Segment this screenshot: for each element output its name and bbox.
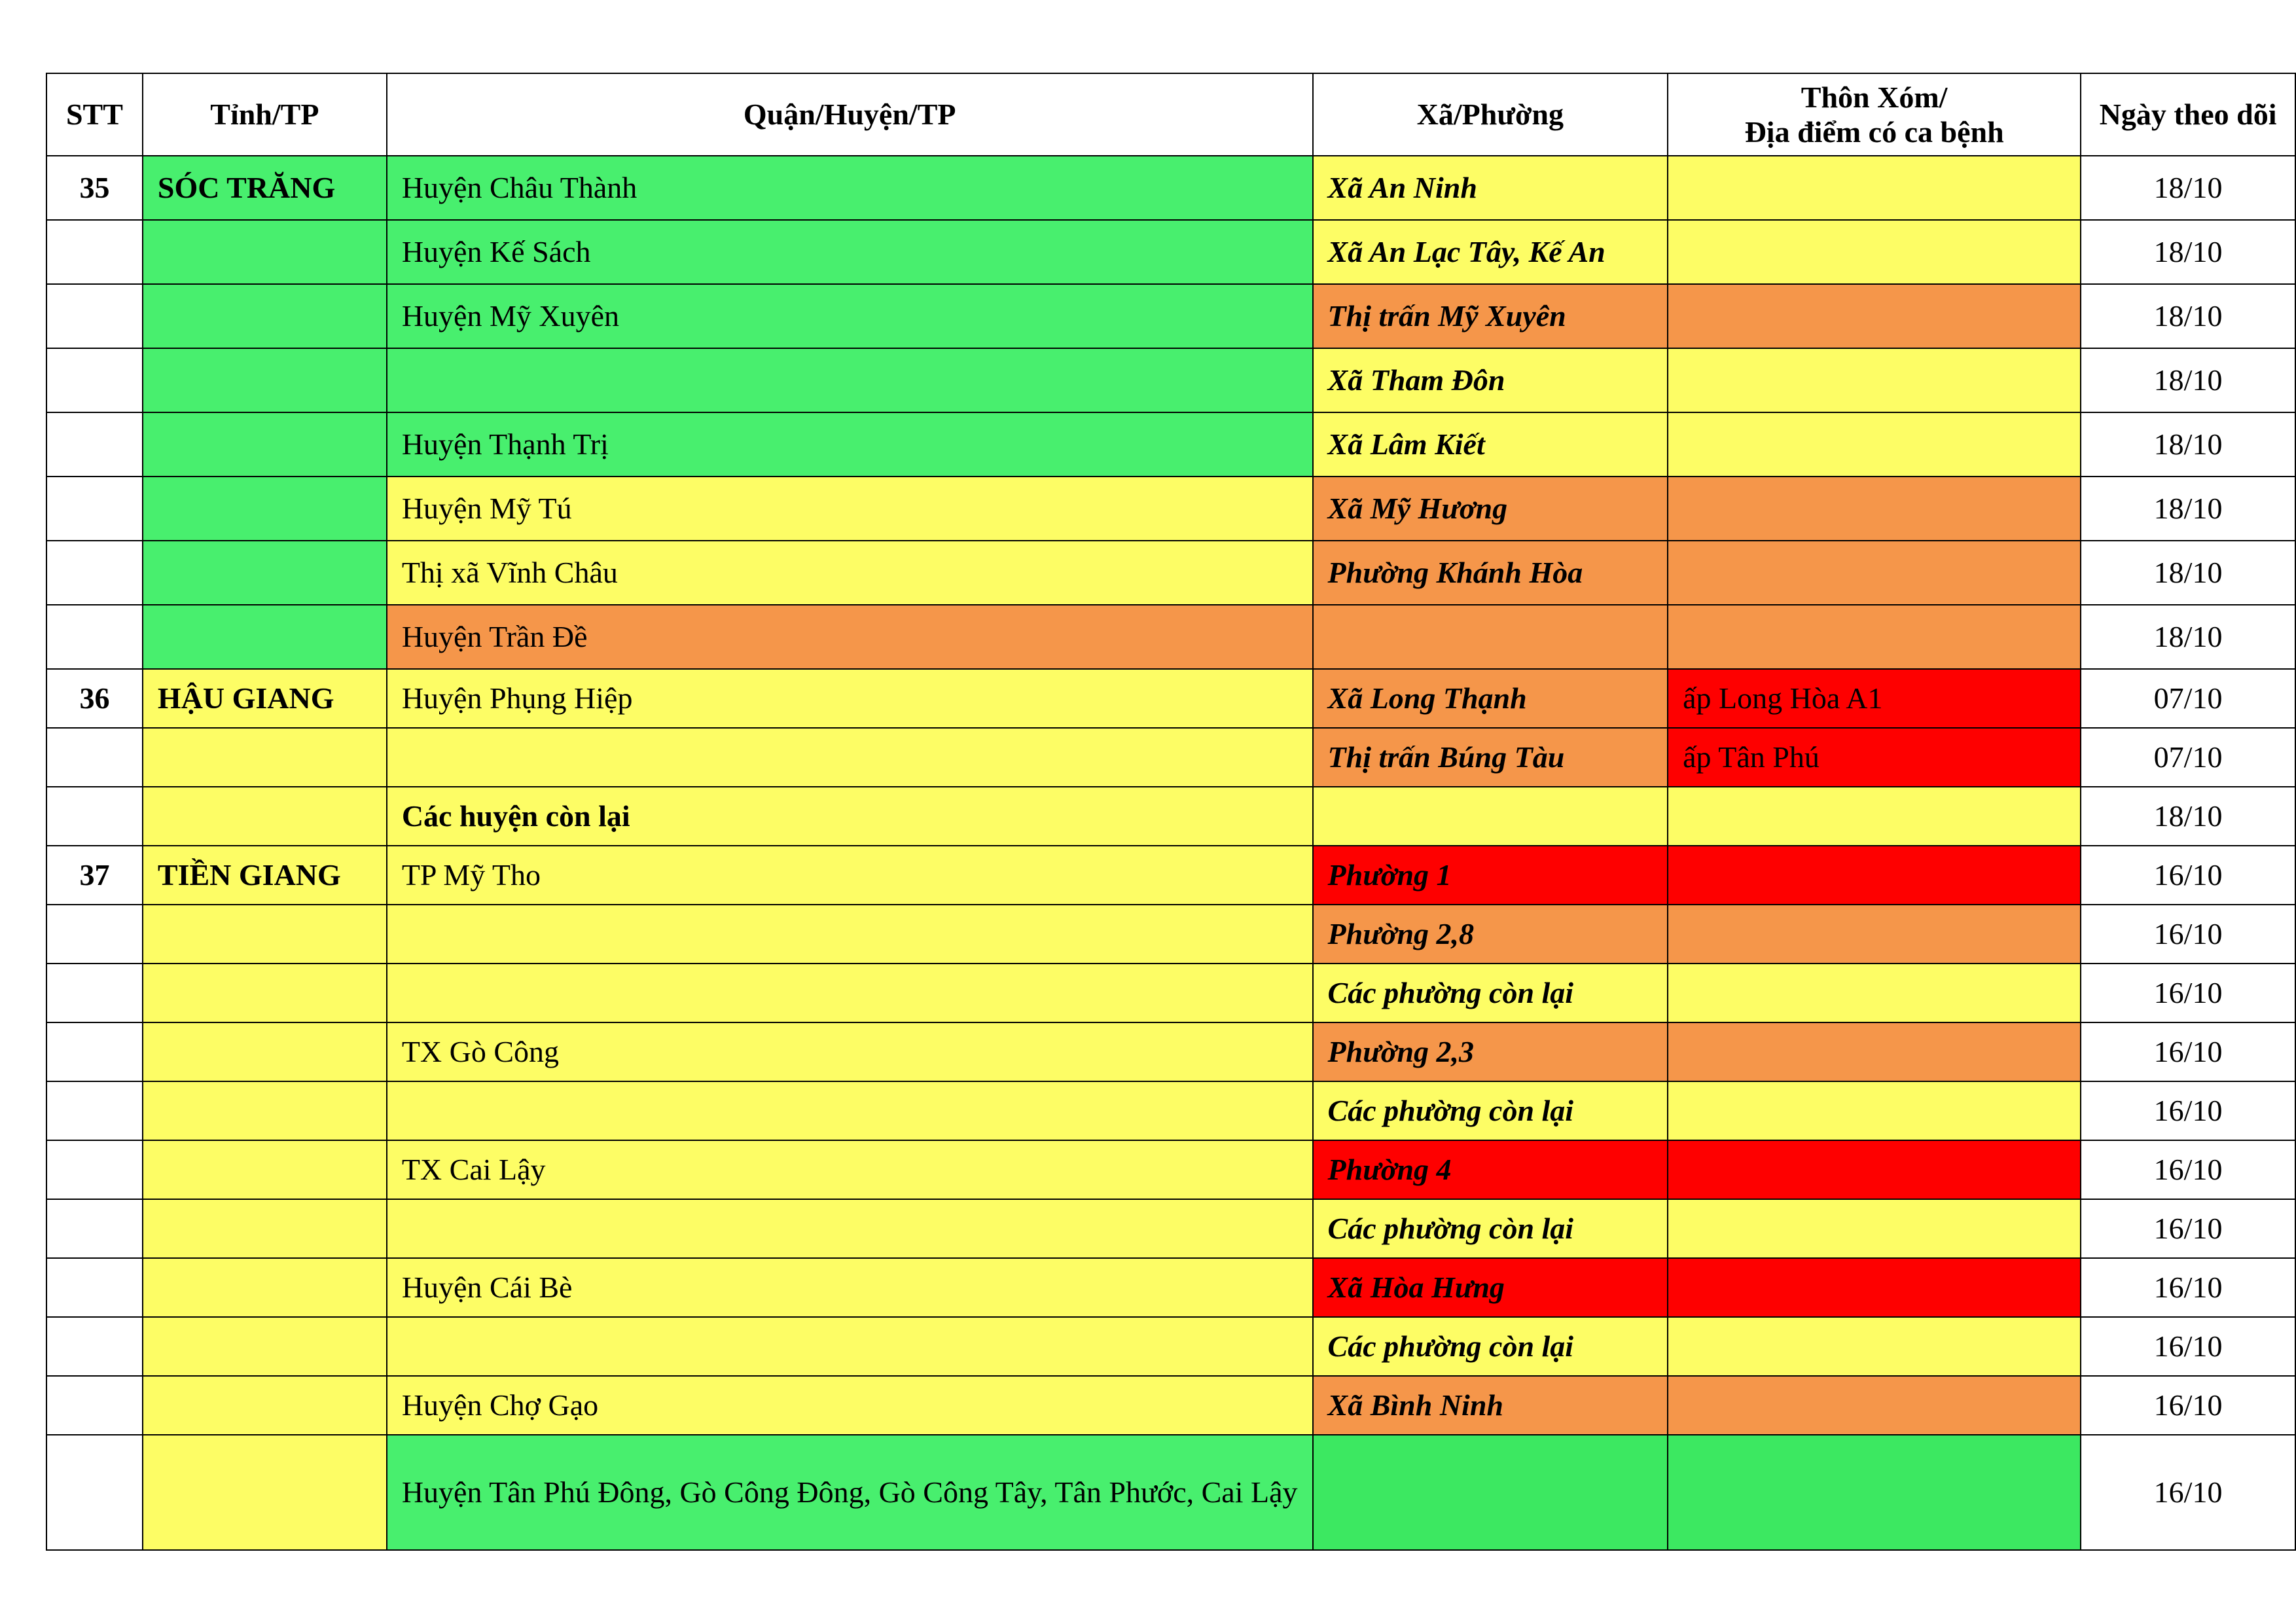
table-row: [46, 787, 2295, 846]
date-cell: 16/10: [2081, 1376, 2295, 1435]
district-cell: Huyện Thạnh Trị: [387, 412, 1313, 477]
district-cell: [387, 728, 1313, 787]
ward-cell: Xã An Ninh: [1313, 156, 1668, 220]
district-cell: Huyện Tân Phú Đông, Gò Công Đông, Gò Công Tây, Tân Phước, Cai Lậy: [387, 1435, 1313, 1550]
ward-cell: Xã Hòa Hưng: [1313, 1258, 1668, 1317]
stt-cell: [46, 605, 143, 669]
stt-cell: [46, 1376, 143, 1435]
stt-cell: 37: [46, 846, 143, 905]
stt-cell: [46, 1317, 143, 1376]
date-cell: 16/10: [2081, 1140, 2295, 1199]
ward-cell: Xã Lâm Kiết: [1313, 412, 1668, 477]
location-cell: [1668, 477, 2081, 541]
date-cell: 16/10: [2081, 1199, 2295, 1258]
district-cell: Huyện Mỹ Tú: [387, 477, 1313, 541]
col-header-date: Ngày theo dõi: [2081, 73, 2295, 156]
stt-cell: [46, 1258, 143, 1317]
col-header-district: Quận/Huyện/TP: [387, 73, 1313, 156]
district-cell: Huyện Phụng Hiệp: [387, 669, 1313, 728]
ward-cell: Các phường còn lại: [1313, 964, 1668, 1022]
date-cell: 18/10: [2081, 156, 2295, 220]
location-cell: [1668, 1317, 2081, 1376]
ward-cell: Xã Bình Ninh: [1313, 1376, 1668, 1435]
date-cell: 18/10: [2081, 412, 2295, 477]
ward-cell: Các phường còn lại: [1313, 1317, 1668, 1376]
date-cell: 07/10: [2081, 728, 2295, 787]
location-cell: [1668, 964, 2081, 1022]
stt-cell: [46, 1199, 143, 1258]
ward-cell: Xã An Lạc Tây, Kế An: [1313, 220, 1668, 284]
location-cell: ấp Tân Phú: [1668, 728, 2081, 787]
ward-cell: Xã Tham Đôn: [1313, 348, 1668, 412]
table-row: [46, 605, 2295, 669]
location-cell: [1668, 1435, 2081, 1550]
header-row: [46, 73, 2295, 156]
location-cell: [1668, 348, 2081, 412]
col-header-location: [1668, 73, 2081, 156]
table-row: [46, 1081, 2295, 1140]
table-row: [46, 669, 2295, 728]
ward-cell: Xã Long Thạnh: [1313, 669, 1668, 728]
location-cell: [1668, 1199, 2081, 1258]
district-cell: Huyện Cái Bè: [387, 1258, 1313, 1317]
table-row: [46, 1258, 2295, 1317]
table-row: [46, 1435, 2295, 1550]
table-row: [46, 541, 2295, 605]
stt-cell: [46, 1022, 143, 1081]
district-cell: Huyện Mỹ Xuyên: [387, 284, 1313, 348]
district-cell: Huyện Châu Thành: [387, 156, 1313, 220]
district-cell: [387, 905, 1313, 964]
table-row: [46, 1376, 2295, 1435]
ward-cell: Các phường còn lại: [1313, 1199, 1668, 1258]
district-cell: TX Gò Công: [387, 1022, 1313, 1081]
province-cell: [143, 1022, 387, 1081]
date-cell: 16/10: [2081, 846, 2295, 905]
province-cell: [143, 964, 387, 1022]
district-cell: TP Mỹ Tho: [387, 846, 1313, 905]
stt-cell: [46, 220, 143, 284]
date-cell: 18/10: [2081, 220, 2295, 284]
table-row: [46, 284, 2295, 348]
stt-cell: [46, 412, 143, 477]
location-cell: ấp Long Hòa A1: [1668, 669, 2081, 728]
ward-cell: Xã Mỹ Hương: [1313, 477, 1668, 541]
table-row: [46, 1140, 2295, 1199]
ward-cell: [1313, 787, 1668, 846]
district-cell: [387, 1317, 1313, 1376]
location-cell: [1668, 787, 2081, 846]
location-cell: [1668, 1376, 2081, 1435]
district-cell: [387, 1199, 1313, 1258]
district-cell: Các huyện còn lại: [387, 787, 1313, 846]
col-header-location-line2: Địa điểm có ca bệnh: [1744, 115, 2004, 149]
province-cell: [143, 728, 387, 787]
province-cell: [143, 1140, 387, 1199]
province-cell: [143, 541, 387, 605]
province-cell: TIỀN GIANG: [143, 846, 387, 905]
ward-cell: Thị trấn Mỹ Xuyên: [1313, 284, 1668, 348]
stt-cell: [46, 787, 143, 846]
table-row: [46, 348, 2295, 412]
table-row: [46, 412, 2295, 477]
location-cell: [1668, 220, 2081, 284]
table-row: [46, 477, 2295, 541]
ward-cell: Phường 4: [1313, 1140, 1668, 1199]
ward-cell: Các phường còn lại: [1313, 1081, 1668, 1140]
date-cell: 16/10: [2081, 1081, 2295, 1140]
district-cell: Huyện Chợ Gạo: [387, 1376, 1313, 1435]
province-cell: [143, 412, 387, 477]
date-cell: 16/10: [2081, 964, 2295, 1022]
date-cell: 18/10: [2081, 348, 2295, 412]
date-cell: 18/10: [2081, 605, 2295, 669]
stt-cell: [46, 728, 143, 787]
ward-cell: [1313, 605, 1668, 669]
province-cell: [143, 220, 387, 284]
district-cell: [387, 964, 1313, 1022]
location-cell: [1668, 846, 2081, 905]
ward-cell: Phường 2,3: [1313, 1022, 1668, 1081]
location-cell: [1668, 1140, 2081, 1199]
stt-cell: [46, 964, 143, 1022]
date-cell: 16/10: [2081, 1258, 2295, 1317]
province-cell: [143, 787, 387, 846]
date-cell: 18/10: [2081, 541, 2295, 605]
ward-cell: Thị trấn Búng Tàu: [1313, 728, 1668, 787]
province-cell: [143, 1199, 387, 1258]
date-cell: 16/10: [2081, 1435, 2295, 1550]
district-cell: Huyện Trần Đề: [387, 605, 1313, 669]
date-cell: 16/10: [2081, 1317, 2295, 1376]
table-row: [46, 728, 2295, 787]
location-cell: [1668, 1022, 2081, 1081]
stt-cell: [46, 1081, 143, 1140]
stt-cell: [46, 905, 143, 964]
location-cell: [1668, 541, 2081, 605]
province-cell: [143, 1081, 387, 1140]
date-cell: 07/10: [2081, 669, 2295, 728]
province-cell: [143, 1435, 387, 1550]
location-cell: [1668, 1258, 2081, 1317]
stt-cell: [46, 1435, 143, 1550]
date-cell: 16/10: [2081, 1022, 2295, 1081]
col-header-province: Tỉnh/TP: [143, 73, 387, 156]
province-cell: [143, 284, 387, 348]
table-row: [46, 156, 2295, 220]
district-cell: Huyện Kế Sách: [387, 220, 1313, 284]
province-cell: [143, 605, 387, 669]
date-cell: 16/10: [2081, 905, 2295, 964]
province-cell: [143, 1317, 387, 1376]
stt-cell: [46, 348, 143, 412]
location-cell: [1668, 1081, 2081, 1140]
table-row: [46, 1022, 2295, 1081]
district-cell: [387, 1081, 1313, 1140]
date-cell: 18/10: [2081, 787, 2295, 846]
province-cell: [143, 1258, 387, 1317]
location-cell: [1668, 156, 2081, 220]
ward-cell: Phường 1: [1313, 846, 1668, 905]
district-cell: Thị xã Vĩnh Châu: [387, 541, 1313, 605]
ward-cell: Phường 2,8: [1313, 905, 1668, 964]
location-cell: [1668, 284, 2081, 348]
province-cell: [143, 348, 387, 412]
risk-level-table: [46, 73, 2296, 1551]
table-row: [46, 846, 2295, 905]
date-cell: 18/10: [2081, 284, 2295, 348]
ward-cell: [1313, 1435, 1668, 1550]
location-cell: [1668, 412, 2081, 477]
col-header-location-line1: Thôn Xóm/: [1801, 80, 1948, 114]
stt-cell: [46, 284, 143, 348]
stt-cell: 36: [46, 669, 143, 728]
table-row: [46, 1317, 2295, 1376]
district-cell: [387, 348, 1313, 412]
province-cell: [143, 1376, 387, 1435]
stt-cell: [46, 541, 143, 605]
stt-cell: [46, 477, 143, 541]
table-row: [46, 964, 2295, 1022]
province-cell: HẬU GIANG: [143, 669, 387, 728]
stt-cell: 35: [46, 156, 143, 220]
date-cell: 18/10: [2081, 477, 2295, 541]
ward-cell: Phường Khánh Hòa: [1313, 541, 1668, 605]
province-cell: [143, 905, 387, 964]
province-cell: [143, 477, 387, 541]
stt-cell: [46, 1140, 143, 1199]
col-header-stt: STT: [46, 73, 143, 156]
col-header-ward: Xã/Phường: [1313, 73, 1668, 156]
table-row: [46, 220, 2295, 284]
district-cell: TX Cai Lậy: [387, 1140, 1313, 1199]
location-cell: [1668, 905, 2081, 964]
location-cell: [1668, 605, 2081, 669]
province-cell: SÓC TRĂNG: [143, 156, 387, 220]
table-row: [46, 1199, 2295, 1258]
table-row: [46, 905, 2295, 964]
